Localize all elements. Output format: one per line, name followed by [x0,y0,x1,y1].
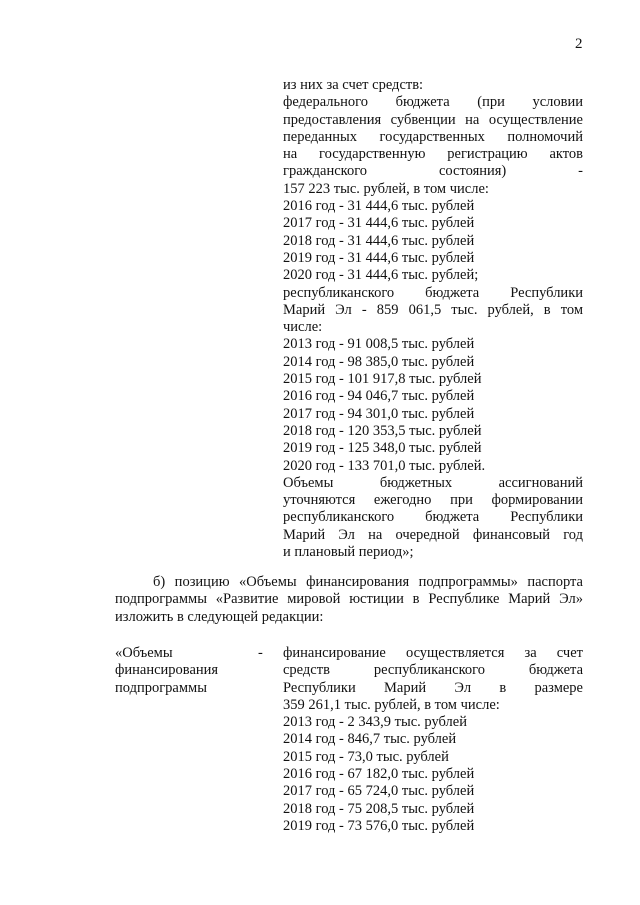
text-line: 2020 год - 31 444,6 тыс. рублей; [283,267,479,284]
text-line: Республики Марий Эл в размере [283,679,583,696]
text-line: Объемы бюджетных ассигнований [283,474,583,491]
text-line: 2019 год - 73 576,0 тыс. рублей [283,817,475,834]
text-line: и плановый период»; [283,544,414,561]
text-line: на государственную регистрацию актов [283,146,583,163]
text-line: 2017 год - 94 301,0 тыс. рублей [283,405,475,422]
text-line: из них за счет средств: [283,77,424,93]
text-line: 2015 год - 73,0 тыс. рублей [283,748,449,765]
text-line: 2017 год - 65 724,0 тыс. рублей [283,783,475,800]
text-line: республиканского бюджета Республики [283,509,583,526]
text-line: 2018 год - 120 353,5 тыс. рублей [283,422,482,439]
text-line: 2020 год - 133 701,0 тыс. рублей. [283,457,486,474]
text-line: 359 261,1 тыс. рублей, в том числе: [283,696,500,713]
text-line: предоставления субвенции на осуществление [283,111,583,128]
table-label-column [115,645,255,697]
text-line: федерального бюджета (при условии [283,94,583,111]
text-line: 2019 год - 125 348,0 тыс. рублей [283,440,482,457]
text-line: уточняются ежегодно при формировании [283,492,583,509]
table-label-line: «Объемы [115,645,173,661]
table-label-line: финансирования [115,662,219,679]
text-line: гражданского состояния) - [283,163,583,180]
text-line: 2015 год - 101 917,8 тыс. рублей [283,371,482,388]
text-line: числе: [283,319,323,336]
table-dash: - [258,645,263,661]
text-line: Марий Эл на очередной финансовый год [283,526,583,543]
text-line: 2019 год - 31 444,6 тыс. рублей [283,249,475,266]
text-line: 2017 год - 31 444,6 тыс. рублей [283,215,475,232]
text-line: средств республиканского бюджета [283,662,583,679]
text-line: 2016 год - 67 182,0 тыс. рублей [283,766,475,783]
text-line: 2018 год - 31 444,6 тыс. рублей [283,232,475,249]
text-line: 2014 год - 846,7 тыс. рублей [283,731,457,748]
text-line: 2014 год - 98 385,0 тыс. рублей [283,353,475,370]
text-line: финансирование осуществляется за счет [283,645,583,661]
text-line: 2013 год - 2 343,9 тыс. рублей [283,714,467,731]
text-line: 2016 год - 94 046,7 тыс. рублей [283,388,475,405]
page-number: 2 [575,36,583,52]
text-line: 2013 год - 91 008,5 тыс. рублей [283,336,475,353]
text-line: республиканского бюджета Республики [283,284,583,301]
paragraph-b [115,574,583,626]
funding-details-block [283,77,583,561]
text-line: б) позицию «Объемы финансирования подпрограммы» паспорта [153,574,583,590]
text-line: подпрограммы «Развитие мировой юстиции в Республике Марий Эл» [115,591,583,608]
text-line: Марий Эл - 859 061,5 тыс. рублей, в том [283,301,583,318]
text-line: 2016 год - 31 444,6 тыс. рублей [283,198,475,215]
text-line: переданных государственных полномочий [283,128,583,145]
text-line: 157 223 тыс. рублей, в том числе: [283,180,489,197]
text-line: 2018 год - 75 208,5 тыс. рублей [283,800,475,817]
text-line: изложить в следующей редакции: [115,608,324,625]
table-value-column [283,645,583,835]
table-label-line: подпрограммы [115,679,207,696]
